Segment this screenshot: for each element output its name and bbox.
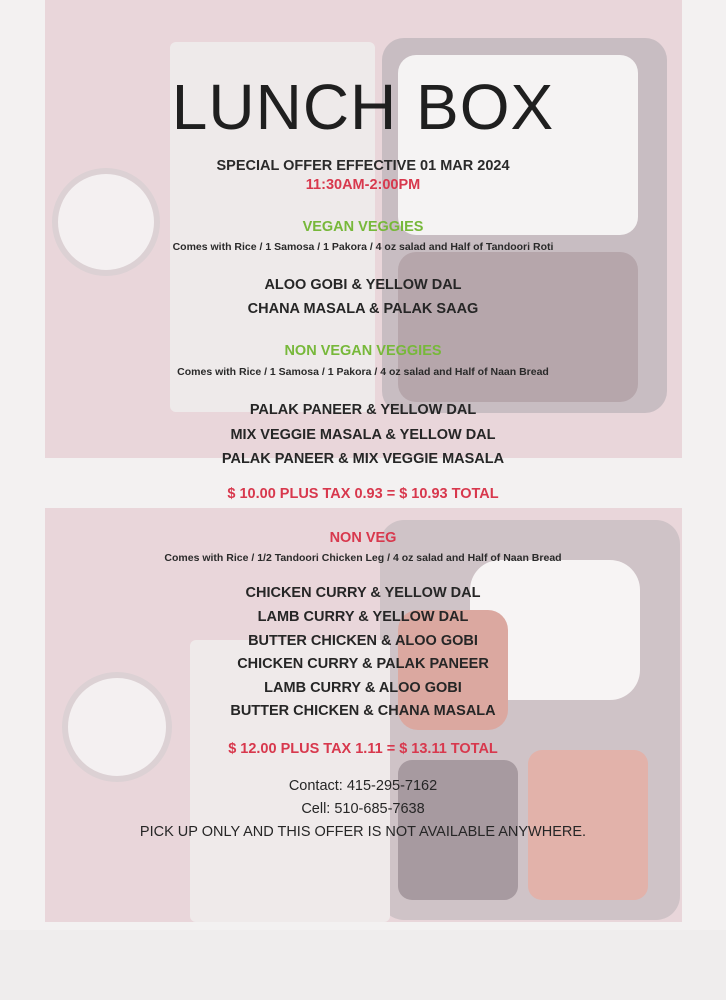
contact-phone: Contact: 415-295-7162 — [288, 778, 438, 794]
menu-item: ALOO GOBI & YELLOW DAL — [264, 277, 462, 293]
menu-item: PALAK PANEER & MIX VEGGIE MASALA — [221, 451, 505, 467]
menu-item: CHICKEN CURRY & PALAK PANEER — [237, 656, 489, 672]
menu-item: PALAK PANEER & YELLOW DAL — [249, 402, 477, 418]
page-margin — [0, 930, 726, 1000]
page-title: LUNCH BOX — [171, 71, 555, 143]
section-heading-vegan: VEGAN VEGGIES — [302, 219, 424, 235]
curry-image — [398, 252, 638, 402]
menu-item: MIX VEGGIE MASALA & YELLOW DAL — [230, 427, 496, 443]
hours: 11:30AM-2:00PM — [305, 177, 421, 193]
section-comes-with-non-vegan: Comes with Rice / 1 Samosa / 1 Pakora / 4 oz salad and Half of Naan Bread — [177, 366, 549, 378]
menu-item: CHANA MASALA & PALAK SAAG — [247, 301, 479, 317]
price-non-veg: $ 12.00 PLUS TAX 1.11 = $ 13.11 TOTAL — [228, 741, 498, 757]
offer-line: SPECIAL OFFER EFFECTIVE 01 MAR 2024 — [216, 158, 510, 174]
section-comes-with-non-veg: Comes with Rice / 1/2 Tandoori Chicken Leg / 4 oz salad and Half of Naan Bread — [164, 552, 562, 564]
menu-item: BUTTER CHICKEN & CHANA MASALA — [230, 703, 496, 719]
cell-phone: Cell: 510-685-7638 — [301, 801, 425, 817]
menu-item: LAMB CURRY & ALOO GOBI — [264, 680, 462, 696]
menu-item: CHICKEN CURRY & YELLOW DAL — [245, 585, 481, 601]
menu-item: LAMB CURRY & YELLOW DAL — [257, 609, 469, 625]
section-heading-non-vegan: NON VEGAN VEGGIES — [284, 343, 442, 359]
price-veg: $ 10.00 PLUS TAX 0.93 = $ 10.93 TOTAL — [227, 486, 499, 502]
pickup-notice: PICK UP ONLY AND THIS OFFER IS NOT AVAILABLE ANYWHERE. — [139, 824, 587, 840]
section-heading-non-veg: NON VEG — [329, 530, 397, 546]
menu-item: BUTTER CHICKEN & ALOO GOBI — [248, 633, 478, 649]
section-comes-with-vegan: Comes with Rice / 1 Samosa / 1 Pakora / 4 oz salad and Half of Tandoori Roti — [172, 241, 554, 253]
